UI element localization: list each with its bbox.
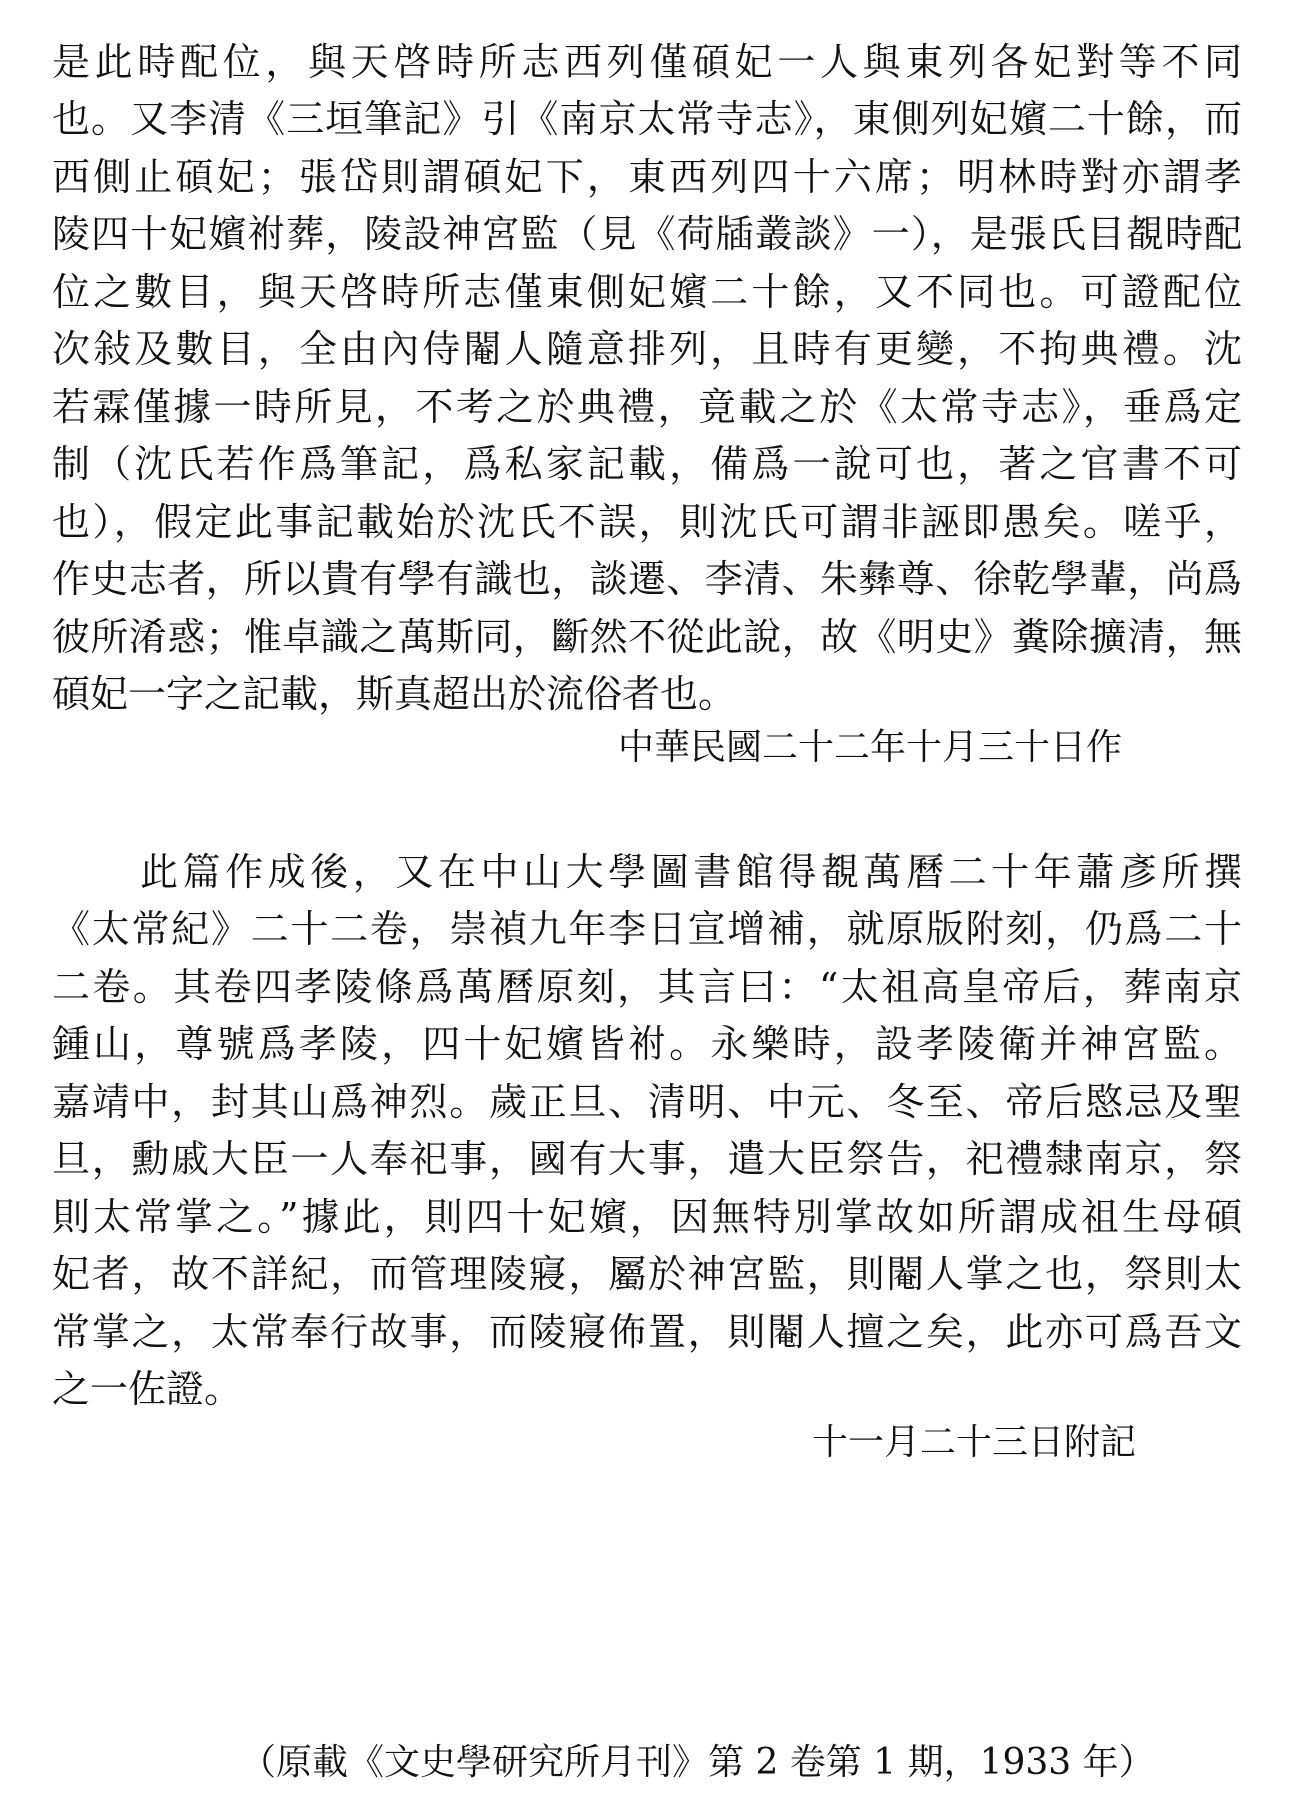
date-signature: 中華民國二十二年十月三十日作 (618, 727, 1123, 768)
text-line: 鍾山，尊號爲孝陵，四十妃嬪皆祔。永樂時，設孝陵衛并神宮監。 (52, 1022, 1242, 1066)
text-line: 此篇作成後，又在中山大學圖書館得覩萬曆二十年蕭彥所撰 (140, 850, 1242, 894)
text-line: 二卷。其卷四孝陵條爲萬曆原刻，其言曰：“太祖高皇帝后，葬南京 (52, 965, 1242, 1009)
date-postscript: 十一月二十三日附記 (812, 1422, 1137, 1463)
text-line: 陵四十妃嬪祔葬，陵設神宮監（見《荷牐叢談》一），是張氏目覩時配 (52, 212, 1242, 256)
text-line: 常掌之，太常奉行故事，而陵寢佈置，則閹人擅之矣，此亦可爲吾文 (52, 1310, 1242, 1354)
text-line: 旦，勳戚大臣一人奉祀事，國有大事，遣大臣祭告，祀禮隸南京，祭 (52, 1137, 1242, 1181)
text-line: 彼所淆惑；惟卓識之萬斯同，斷然不從此說，故《明史》糞除擴清，無 (52, 615, 1242, 659)
text-line: 妃者，故不詳紀，而管理陵寢，屬於神宮監，則閹人掌之也，祭則太 (52, 1252, 1242, 1296)
text-line: 碩妃一字之記載，斯真超出於流俗者也。 (52, 672, 737, 716)
text-line: 西側止碩妃；張岱則謂碩妃下，東西列四十六席；明林時對亦謂孝 (52, 155, 1242, 199)
text-line: 位之數目，與天啓時所志僅東側妃嬪二十餘，又不同也。可證配位 (52, 270, 1242, 314)
text-line: 之一佐證。 (52, 1367, 243, 1411)
text-line: 也），假定此事記載始於沈氏不誤，則沈氏可謂非誣即愚矣。嗟乎， (52, 500, 1242, 544)
text-line: 作史志者，所以貴有學有識也，談遷、李清、朱彝尊、徐乾學輩，尚爲 (52, 557, 1242, 601)
text-line: 則太常掌之。”據此，則四十妃嬪，因無特別掌故如所謂成祖生母碩 (52, 1195, 1242, 1239)
text-line: 若霖僅據一時所見，不考之於典禮，竟載之於《太常寺志》，垂爲定 (52, 385, 1242, 429)
source-citation: （原載《文史學研究所月刊》第 2 卷第 1 期，1933 年） (240, 1742, 1155, 1783)
text-line: 嘉靖中，封其山爲神烈。歲正旦、清明、中元、冬至、帝后愍忌及聖 (52, 1080, 1242, 1124)
text-line: 制（沈氏若作爲筆記，爲私家記載，備爲一說可也，著之官書不可 (52, 442, 1242, 486)
text-line: 次敍及數目，全由內侍閹人隨意排列，且時有更變，不拘典禮。沈 (52, 327, 1242, 371)
text-line: 《太常紀》二十二卷，崇禎九年李日宣增補，就原版附刻，仍爲二十 (52, 907, 1242, 951)
text-line: 是此時配位，與天啓時所志西列僅碩妃一人與東列各妃對等不同 (52, 40, 1242, 84)
text-line: 也。又李清《三垣筆記》引《南京太常寺志》，東側列妃嬪二十餘，而 (52, 97, 1242, 141)
